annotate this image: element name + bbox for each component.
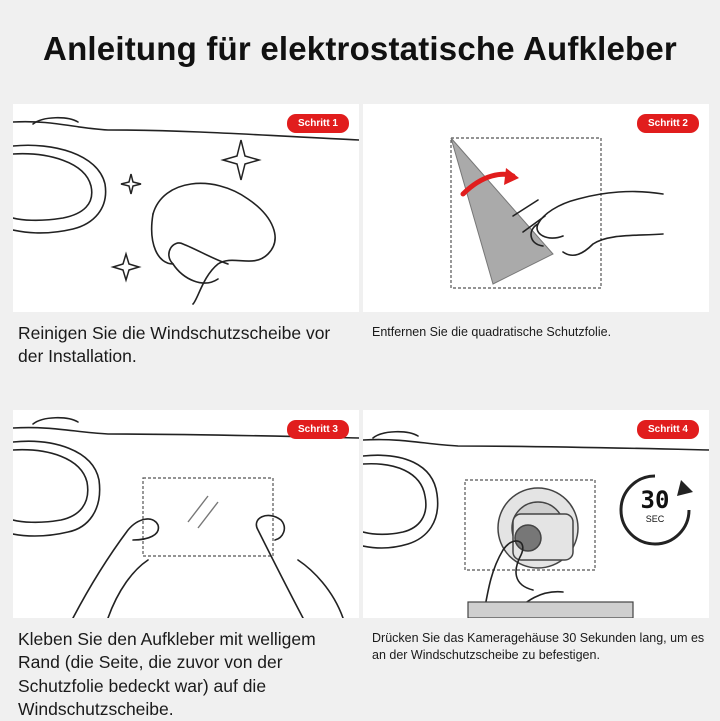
timer-unit: SEC bbox=[645, 514, 665, 524]
step-2-badge: Schritt 2 bbox=[637, 114, 699, 133]
step-4-badge: Schritt 4 bbox=[637, 420, 699, 439]
step-4-caption: Drücken Sie das Kameragehäuse 30 Sekunden lang, um es an der Windschutzscheibe zu befestigen. bbox=[372, 631, 705, 662]
step-2-illustration bbox=[363, 104, 709, 312]
step-1-badge: Schritt 1 bbox=[287, 114, 349, 133]
step-1-caption: Reinigen Sie die Windschutzscheibe vor der Installation. bbox=[18, 323, 331, 367]
page-title: Anleitung für elektrostatische Aufkleber bbox=[43, 30, 677, 67]
step-2-caption: Entfernen Sie die quadratische Schutzfolie. bbox=[372, 325, 612, 339]
timer-value: 30 bbox=[640, 486, 670, 514]
step-4-illustration bbox=[363, 410, 709, 618]
step-3-caption: Kleben Sie den Aufkleber mit welligem Rand (die Seite, die zuvor von der Schutzfolie bedeckt war) auf die Windschutzscheibe. bbox=[18, 629, 316, 719]
step-3-illustration bbox=[13, 410, 359, 618]
step-3-drawing bbox=[13, 410, 359, 618]
step-2-drawing bbox=[363, 104, 709, 312]
step-1-drawing bbox=[13, 104, 359, 312]
step-1-illustration bbox=[13, 104, 359, 312]
step-3-badge: Schritt 3 bbox=[287, 420, 349, 439]
